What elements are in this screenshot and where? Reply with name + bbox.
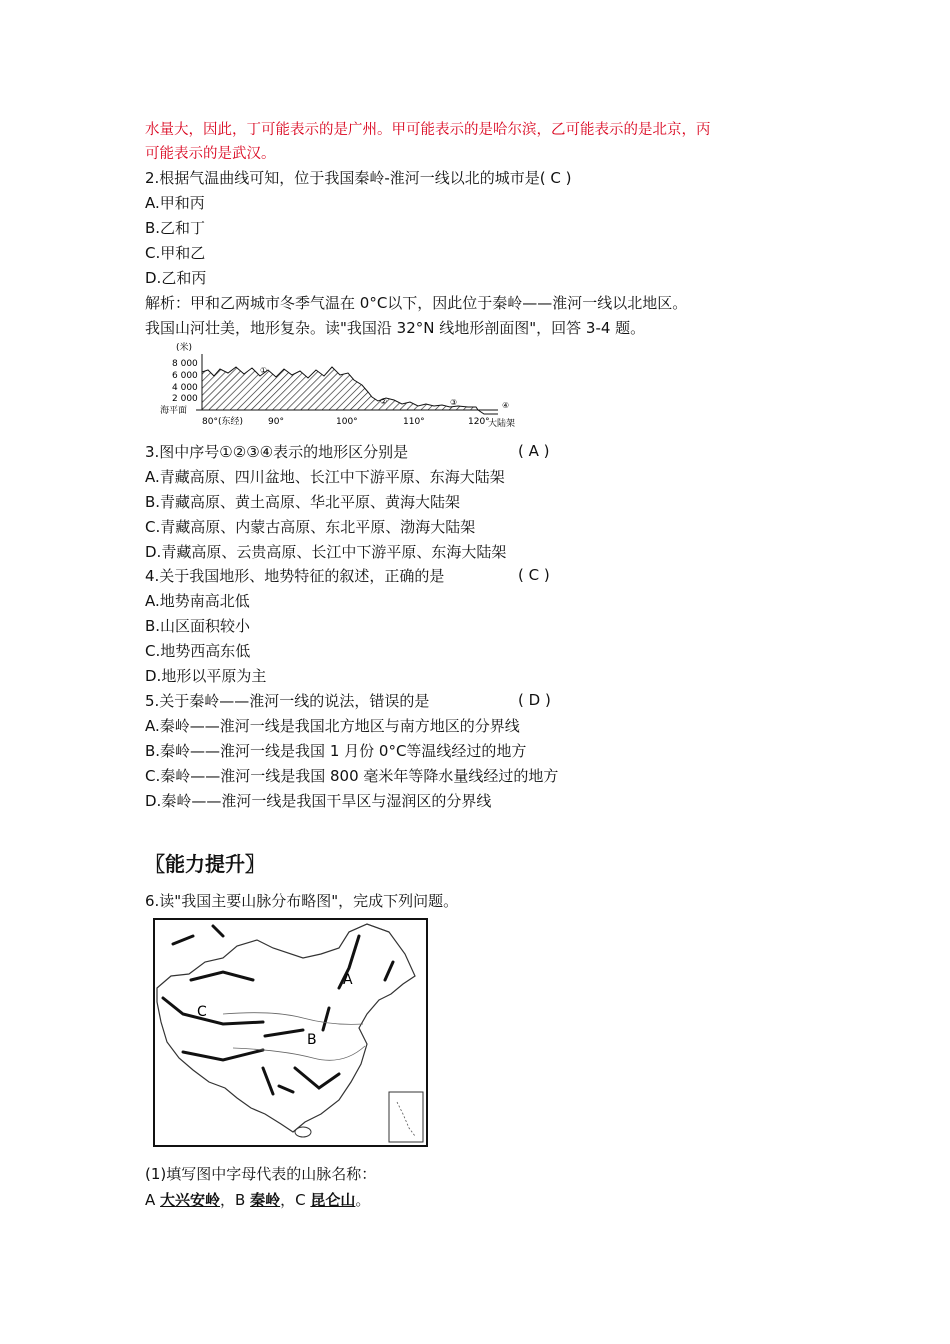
q3-option-b: B.青藏高原、黄土高原、华北平原、黄海大陆架 [145,493,461,511]
continental-shelf-line [478,410,498,414]
q4-option-a: A.地势南高北低 [145,592,250,610]
q2-analysis: 解析：甲和乙两城市冬季气温在 0°C以下，因此位于秦岭——淮河一线以北地区。 [145,294,688,312]
terrain-profile-figure [158,340,530,436]
q4-option-d: D.地形以平原为主 [145,667,267,685]
q2-option-a: A.甲和丙 [145,194,205,212]
fill-c-prefix: ，C [280,1191,311,1209]
profile-y-tick-2000: 2 000 [172,394,198,404]
question-5-stem: 5.关于秦岭——淮河一线的说法，错误的是 [145,692,430,710]
fill-a-answer: 大兴安岭 [160,1191,221,1209]
question-5-answer: ( D ) [518,691,551,709]
q6-sub1-prompt: (1)填写图中字母代表的山脉名称： [145,1165,377,1183]
fill-end: 。 [355,1191,371,1209]
profile-x-tick-120: 120° [468,417,490,427]
profile-terrain-area [202,367,478,410]
question-3-answer: ( A ) [518,442,550,460]
region-label-1: ① [260,366,268,375]
china-mountains-map [153,918,429,1148]
q5-option-d: D.秦岭——淮河一线是我国干旱区与湿润区的分界线 [145,792,492,810]
q4-option-b: B.山区面积较小 [145,617,251,635]
profile-y-tick-4000: 4 000 [172,383,198,393]
region-label-2: ② [380,397,388,406]
map-label-b: B [307,1032,317,1048]
q4-option-c: C.地势西高东低 [145,642,251,660]
q3-option-c: C.青藏高原、内蒙古高原、东北平原、渤海大陆架 [145,518,476,536]
question-4-stem: 4.关于我国地形、地势特征的叙述，正确的是 [145,567,445,585]
region-label-4: ④ [502,401,510,410]
question-6-stem: 6.读"我国主要山脉分布略图"，完成下列问题。 [145,892,459,910]
section-title: 〖能力提升〗 [145,852,265,876]
profile-y-tick-6000: 6 000 [172,371,198,381]
fill-c-answer: 昆仑山 [310,1191,356,1209]
fill-a-prefix: A [145,1191,161,1209]
question-4-answer: ( C ) [518,566,550,584]
q3-option-d: D.青藏高原、云贵高原、长江中下游平原、东海大陆架 [145,543,507,561]
question-3-stem: 3.图中序号①②③④表示的地形区分别是 [145,443,409,461]
q5-option-b: B.秦岭——淮河一线是我国 1 月份 0°C等温线经过的地方 [145,742,527,760]
profile-y-unit: (米) [176,343,193,353]
profile-x-tick-80: 80°(东经) [202,417,243,427]
profile-x-tick-90: 90° [268,417,284,427]
map-label-c: C [197,1004,207,1020]
q2-option-b: B.乙和丁 [145,219,206,237]
q5-option-a: A.秦岭——淮河一线是我国北方地区与南方地区的分界线 [145,717,520,735]
profile-x-tick-100: 100° [336,417,358,427]
q6-fill-line [145,1190,370,1210]
profile-y-tick-sea-level: 海平面 [160,406,188,416]
q5-option-c: C.秦岭——淮河一线是我国 800 毫米年等降水量线经过的地方 [145,767,559,785]
fill-b-prefix: ，B [220,1191,251,1209]
intro-3-4: 我国山河壮美，地形复杂。读"我国沿 32°N 线地形剖面图"，回答 3-4 题。 [145,319,646,337]
map-label-a: A [343,972,353,988]
q2-option-c: C.甲和乙 [145,244,206,262]
q3-option-a: A.青藏高原、四川盆地、长江中下游平原、东海大陆架 [145,468,505,486]
profile-x-tick-110: 110° [403,417,425,427]
q2-option-d: D.乙和丙 [145,269,207,287]
continental-shelf-label: 大陆架 [488,419,516,429]
explanation-line-1: 水量大，因此，丁可能表示的是广州。甲可能表示的是哈尔滨，乙可能表示的是北京，丙 [145,122,711,138]
explanation-line-2: 可能表示的是武汉。 [145,146,276,162]
region-label-3: ③ [450,398,458,407]
fill-b-answer: 秦岭 [250,1191,281,1209]
question-2-stem: 2.根据气温曲线可知，位于我国秦岭-淮河一线以北的城市是( C ) [145,169,572,187]
profile-y-tick-8000: 8 000 [172,359,198,369]
south-china-sea-inset [389,1092,423,1142]
